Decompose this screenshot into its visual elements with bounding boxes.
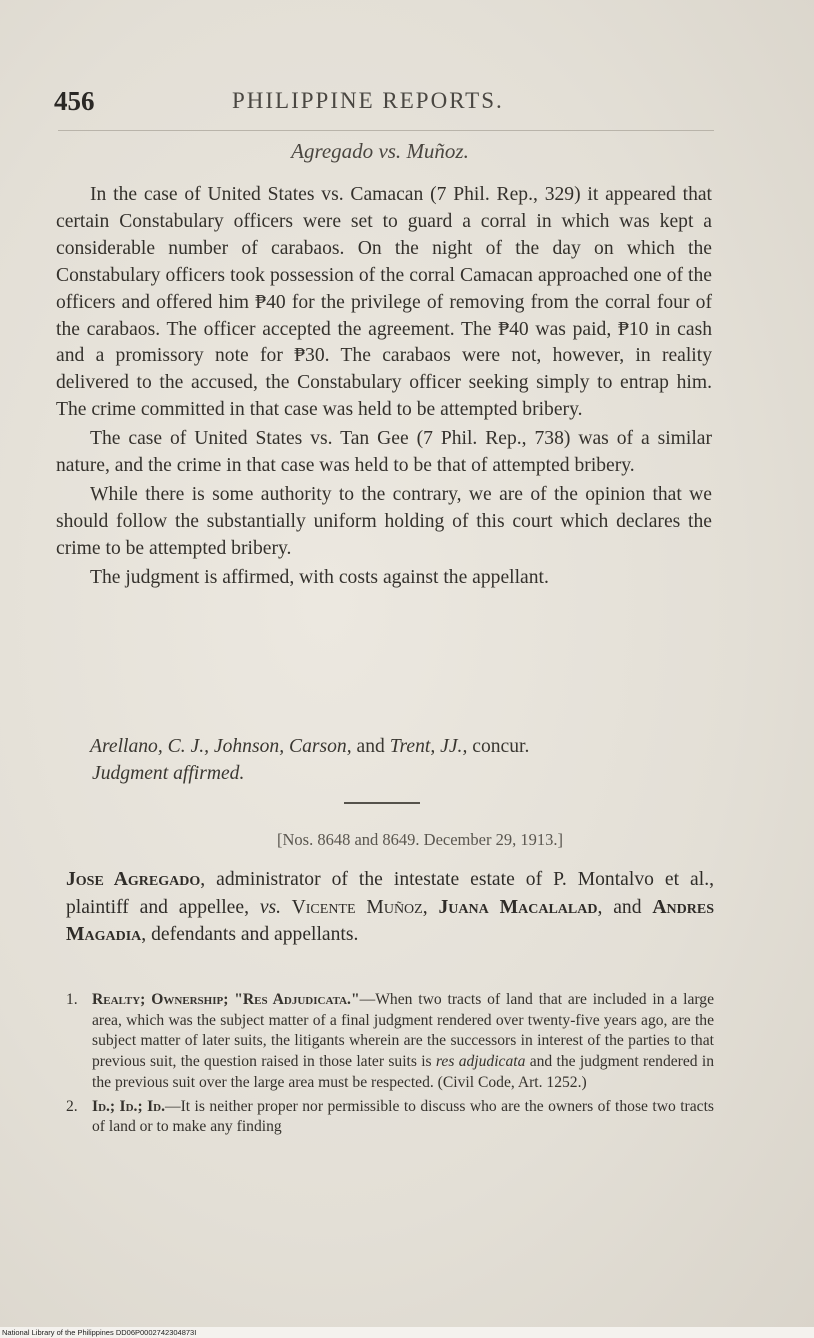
page-header bbox=[54, 86, 714, 126]
caption-left: Agregado bbox=[291, 139, 374, 163]
parties-sep-1: , bbox=[422, 896, 439, 918]
header-rule bbox=[58, 130, 714, 131]
paragraph-camacan: In the case of United States vs. Camacan (7 Phil. Rep., 329) it appeared that certain Constabulary officers were set to guard a corral in which was kept a considerable number of carabaos. On the night of the day on which the Constabulary officers took possession of the corral Camacan approached one of the officers and offered him ₱40 for the privilege of removing from the corral four of the carabaos. The officer accepted the agreement. The ₱40 was paid, ₱10 in cash and a promissory note for ₱30. The carabaos were not, however, in reality delivered to the accused, the Constabulary officer seeking simply to entrap him. The crime committed in that case was held to be attempted bribery. bbox=[56, 184, 712, 421]
syllabus-text bbox=[92, 990, 714, 1094]
judgment-affirmed: Judgment affirmed. bbox=[92, 763, 245, 784]
syllabus-italic: res adjudicata bbox=[435, 1053, 526, 1071]
syllabus-number: 1. bbox=[66, 991, 78, 1008]
paragraph-opinion: While there is some authority to the contrary, we are of the opinion that we should follow the substantially uniform holding of this court which declares the crime to be attempted bribery. bbox=[56, 483, 712, 559]
syllabus-body-a: —It is neither proper nor permissible to discuss who are the owners of those two tracts of land or to make any finding bbox=[92, 1097, 714, 1136]
parties-tail: , defendants and appellants. bbox=[141, 924, 359, 945]
plaintiff-desc: , administrator of the intestate estate of P. Montalvo et al., plaintiff and appellee, bbox=[66, 869, 714, 918]
section-separator bbox=[344, 802, 420, 804]
syllabus-body-a: —When two tracts of land that are included in a large area, which was the subject matter of a final judgment rendered over twenty-five years ago, are the subject matter of later suits, the litigants wherein are the successors in interest of the parties to that previous suit, the question raised in those later suits is bbox=[92, 991, 714, 1071]
page-number: 456 bbox=[54, 86, 95, 116]
case-caption bbox=[0, 139, 760, 164]
paragraph-tan-gee: The case of United States vs. Tan Gee (7 Phil. Rep., 738) was of a similar nature, and the crime in that case was held to be that of attempted bribery. bbox=[56, 428, 712, 477]
concur-word: concur. bbox=[467, 736, 530, 757]
caption-right: Muñoz. bbox=[406, 139, 469, 163]
defendant-3: Andres Magadia bbox=[66, 896, 715, 945]
caption-vs: vs. bbox=[378, 139, 402, 163]
syllabus-item bbox=[66, 1097, 714, 1138]
concur-and: and bbox=[351, 736, 390, 757]
parties-vs: vs. bbox=[259, 896, 282, 918]
defendant-1: Vicente Muñoz bbox=[281, 896, 423, 918]
plaintiff-name: Jose Agregado bbox=[66, 869, 201, 890]
opinion-text bbox=[56, 182, 712, 592]
parties-sep-2: , and bbox=[597, 896, 653, 918]
case-parties bbox=[66, 866, 714, 949]
scan-footer bbox=[0, 1327, 814, 1338]
syllabus-body-b: and the judgment rendered in the previous suit over the large area must be respected. (Civil Code, Art. 1252.) bbox=[92, 1053, 714, 1091]
syllabus-item bbox=[66, 990, 714, 1094]
paragraph-judgment: The judgment is affirmed, with costs against the appellant. bbox=[90, 566, 549, 588]
concur-justices: Arellano, C. J., Johnson, Carson, bbox=[90, 736, 352, 757]
syllabus-text bbox=[92, 1097, 714, 1138]
running-head: PHILIPPINE REPORTS. bbox=[232, 88, 504, 113]
defendant-2: Juana Macalalad bbox=[438, 896, 598, 918]
syllabus-heading: Realty; Ownership; "Res Adjudicata." bbox=[92, 991, 360, 1008]
syllabus-heading: Id.; Id.; Id. bbox=[92, 1097, 165, 1115]
concurrence bbox=[90, 733, 730, 761]
syllabus bbox=[66, 990, 714, 1141]
concur-trent: Trent, JJ., bbox=[389, 736, 468, 757]
footer-text: National Library of the Philippines DD06P0002742304873I bbox=[2, 1328, 197, 1337]
docket-line: [Nos. 8648 and 8649. December 29, 1913.] bbox=[277, 830, 563, 849]
syllabus-number: 2. bbox=[66, 1097, 78, 1115]
